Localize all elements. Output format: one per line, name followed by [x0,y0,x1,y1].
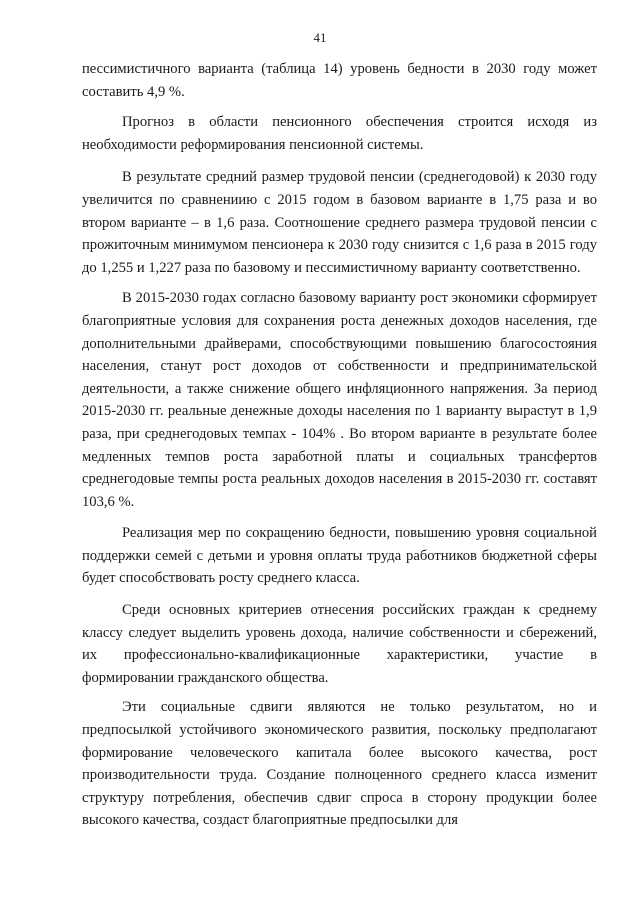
paragraph-6: Среди основных критериев отнесения российских граждан к среднему классу следует выделить уровень дохода, наличие собственности и сбережений, их профессионально-квалификационные характеристики, участие в формировании гражданского общества. [82,602,597,686]
paragraph-5: Реализация мер по сокращению бедности, повышению уровня социальной поддержки семей с детьми и уровня оплаты труда работников бюджетной сферы будет способствовать росту среднего класса. [82,525,597,587]
paragraph-7: Эти социальные сдвиги являются не только результатом, но и предпосылкой устойчивого экономического развития, поскольку предполагают формирование человеческого капитала более высокого качества, рост производительности труда. Создание полноценного среднего класса изменит структуру потребления, обеспечив сдвиг спроса в сторону продукции более высокого качества, создаст благоприятные предпосылки для [82,699,597,829]
page-number: 41 [313,30,327,45]
page-body [82,58,597,832]
paragraph-2: Прогноз в области пенсионного обеспечения строится исходя из необходимости реформирования пенсионной системы. [82,114,597,153]
paragraph-1: пессимистичного варианта (таблица 14) уровень бедности в 2030 году может составить 4,9 %. [82,61,597,100]
paragraph-4: В 2015-2030 годах согласно базовому варианту рост экономики сформирует благоприятные условия для сохранения роста денежных доходов населения, где дополнительными драйверами, способствующими повышению благосостояния населения, станут рост доходов от собственности и предпринимательской деятельности, а также снижение общего инфляционного напряжения. За период 2015-2030 гг. реальные денежные доходы населения по 1 варианту вырастут в 1,9 раза, при среднегодовых темпах - 104% . Во втором варианте в результате более медленных темпов роста заработной платы и социальных трансфертов среднегодовые темпы роста реальных доходов населения в 2015-2030 гг. составят 103,6 %. [82,290,597,510]
paragraph-3: В результате средний размер трудовой пенсии (среднегодовой) к 2030 году увеличится по сравнениию с 2015 годом в базовом варианте в 1,75 раза и во втором варианте – в 1,6 раза. Соотношение среднего размера трудовой пенсии с прожиточным минимумом пенсионера к 2030 году снизится с 1,6 раза в 2015 году до 1,255 и 1,227 раза по базовому и пессимистичному варианту соответственно. [82,169,597,276]
